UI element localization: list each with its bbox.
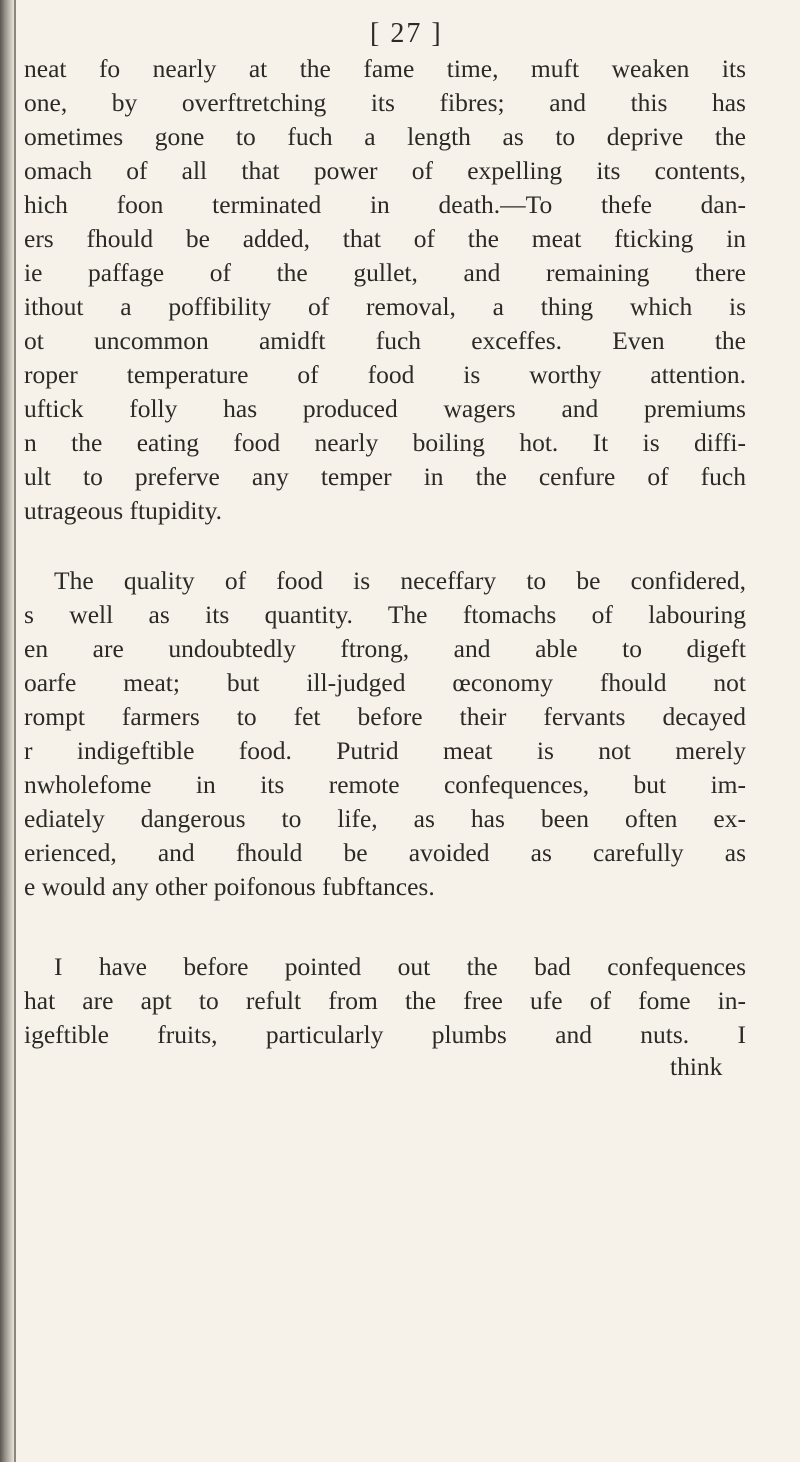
text-line: igeftible fruits, particularly plumbs and nuts. I bbox=[24, 1020, 746, 1049]
text-line: en are undoubtedly ftrong, and able to digeft bbox=[24, 634, 746, 663]
text-line: ers fhould be added, that of the meat fticking in bbox=[24, 224, 746, 253]
paragraph-2 bbox=[24, 564, 746, 904]
text-line: ot uncommon amidft fuch exceffes. Even the bbox=[24, 326, 746, 355]
book-gutter-line bbox=[14, 0, 16, 1462]
text-line: s well as its quantity. The ftomachs of labouring bbox=[24, 600, 746, 629]
paragraph-3 bbox=[24, 950, 746, 1052]
catchword: think bbox=[670, 1052, 723, 1081]
text-line: oarfe meat; but ill-judged œconomy fhould not bbox=[24, 668, 746, 697]
text-line: neat fo nearly at the fame time, muft weaken its bbox=[24, 54, 746, 83]
text-line: hat are apt to refult from the free ufe of fome in- bbox=[24, 986, 746, 1015]
book-binding-shadow bbox=[0, 0, 14, 1462]
paragraph-1 bbox=[24, 52, 746, 528]
text-line: ie paffage of the gullet, and remaining there bbox=[24, 258, 746, 287]
text-line: The quality of food is neceffary to be confidered, bbox=[54, 566, 746, 595]
text-line: hich foon terminated in death.—To thefe dan- bbox=[24, 190, 746, 219]
text-line: ediately dangerous to life, as has been often ex- bbox=[24, 804, 746, 833]
text-line: ult to preferve any temper in the cenfure of fuch bbox=[24, 462, 746, 491]
text-line: n the eating food nearly boiling hot. It is diffi- bbox=[24, 428, 746, 457]
text-line: r indigeftible food. Putrid meat is not merely bbox=[24, 736, 746, 765]
text-line: erienced, and fhould be avoided as carefully as bbox=[24, 838, 746, 867]
text-line: ithout a poffibility of removal, a thing which is bbox=[24, 292, 746, 321]
text-line: roper temperature of food is worthy attention. bbox=[24, 360, 746, 389]
text-line: utrageous ftupidity. bbox=[24, 496, 223, 525]
text-line: rompt farmers to fet before their fervants decayed bbox=[24, 702, 746, 731]
text-line: nwholefome in its remote confequences, but im- bbox=[24, 770, 746, 799]
page-number: [ 27 ] bbox=[370, 18, 443, 49]
text-line: uftick folly has produced wagers and premiums bbox=[24, 394, 746, 423]
text-line: ometimes gone to fuch a length as to deprive the bbox=[24, 122, 746, 151]
text-line: omach of all that power of expelling its contents, bbox=[24, 156, 746, 185]
text-line: one, by overftretching its fibres; and this has bbox=[24, 88, 746, 117]
text-line: e would any other poifonous fubftances. bbox=[24, 872, 435, 901]
text-line: I have before pointed out the bad confequences bbox=[54, 952, 746, 981]
